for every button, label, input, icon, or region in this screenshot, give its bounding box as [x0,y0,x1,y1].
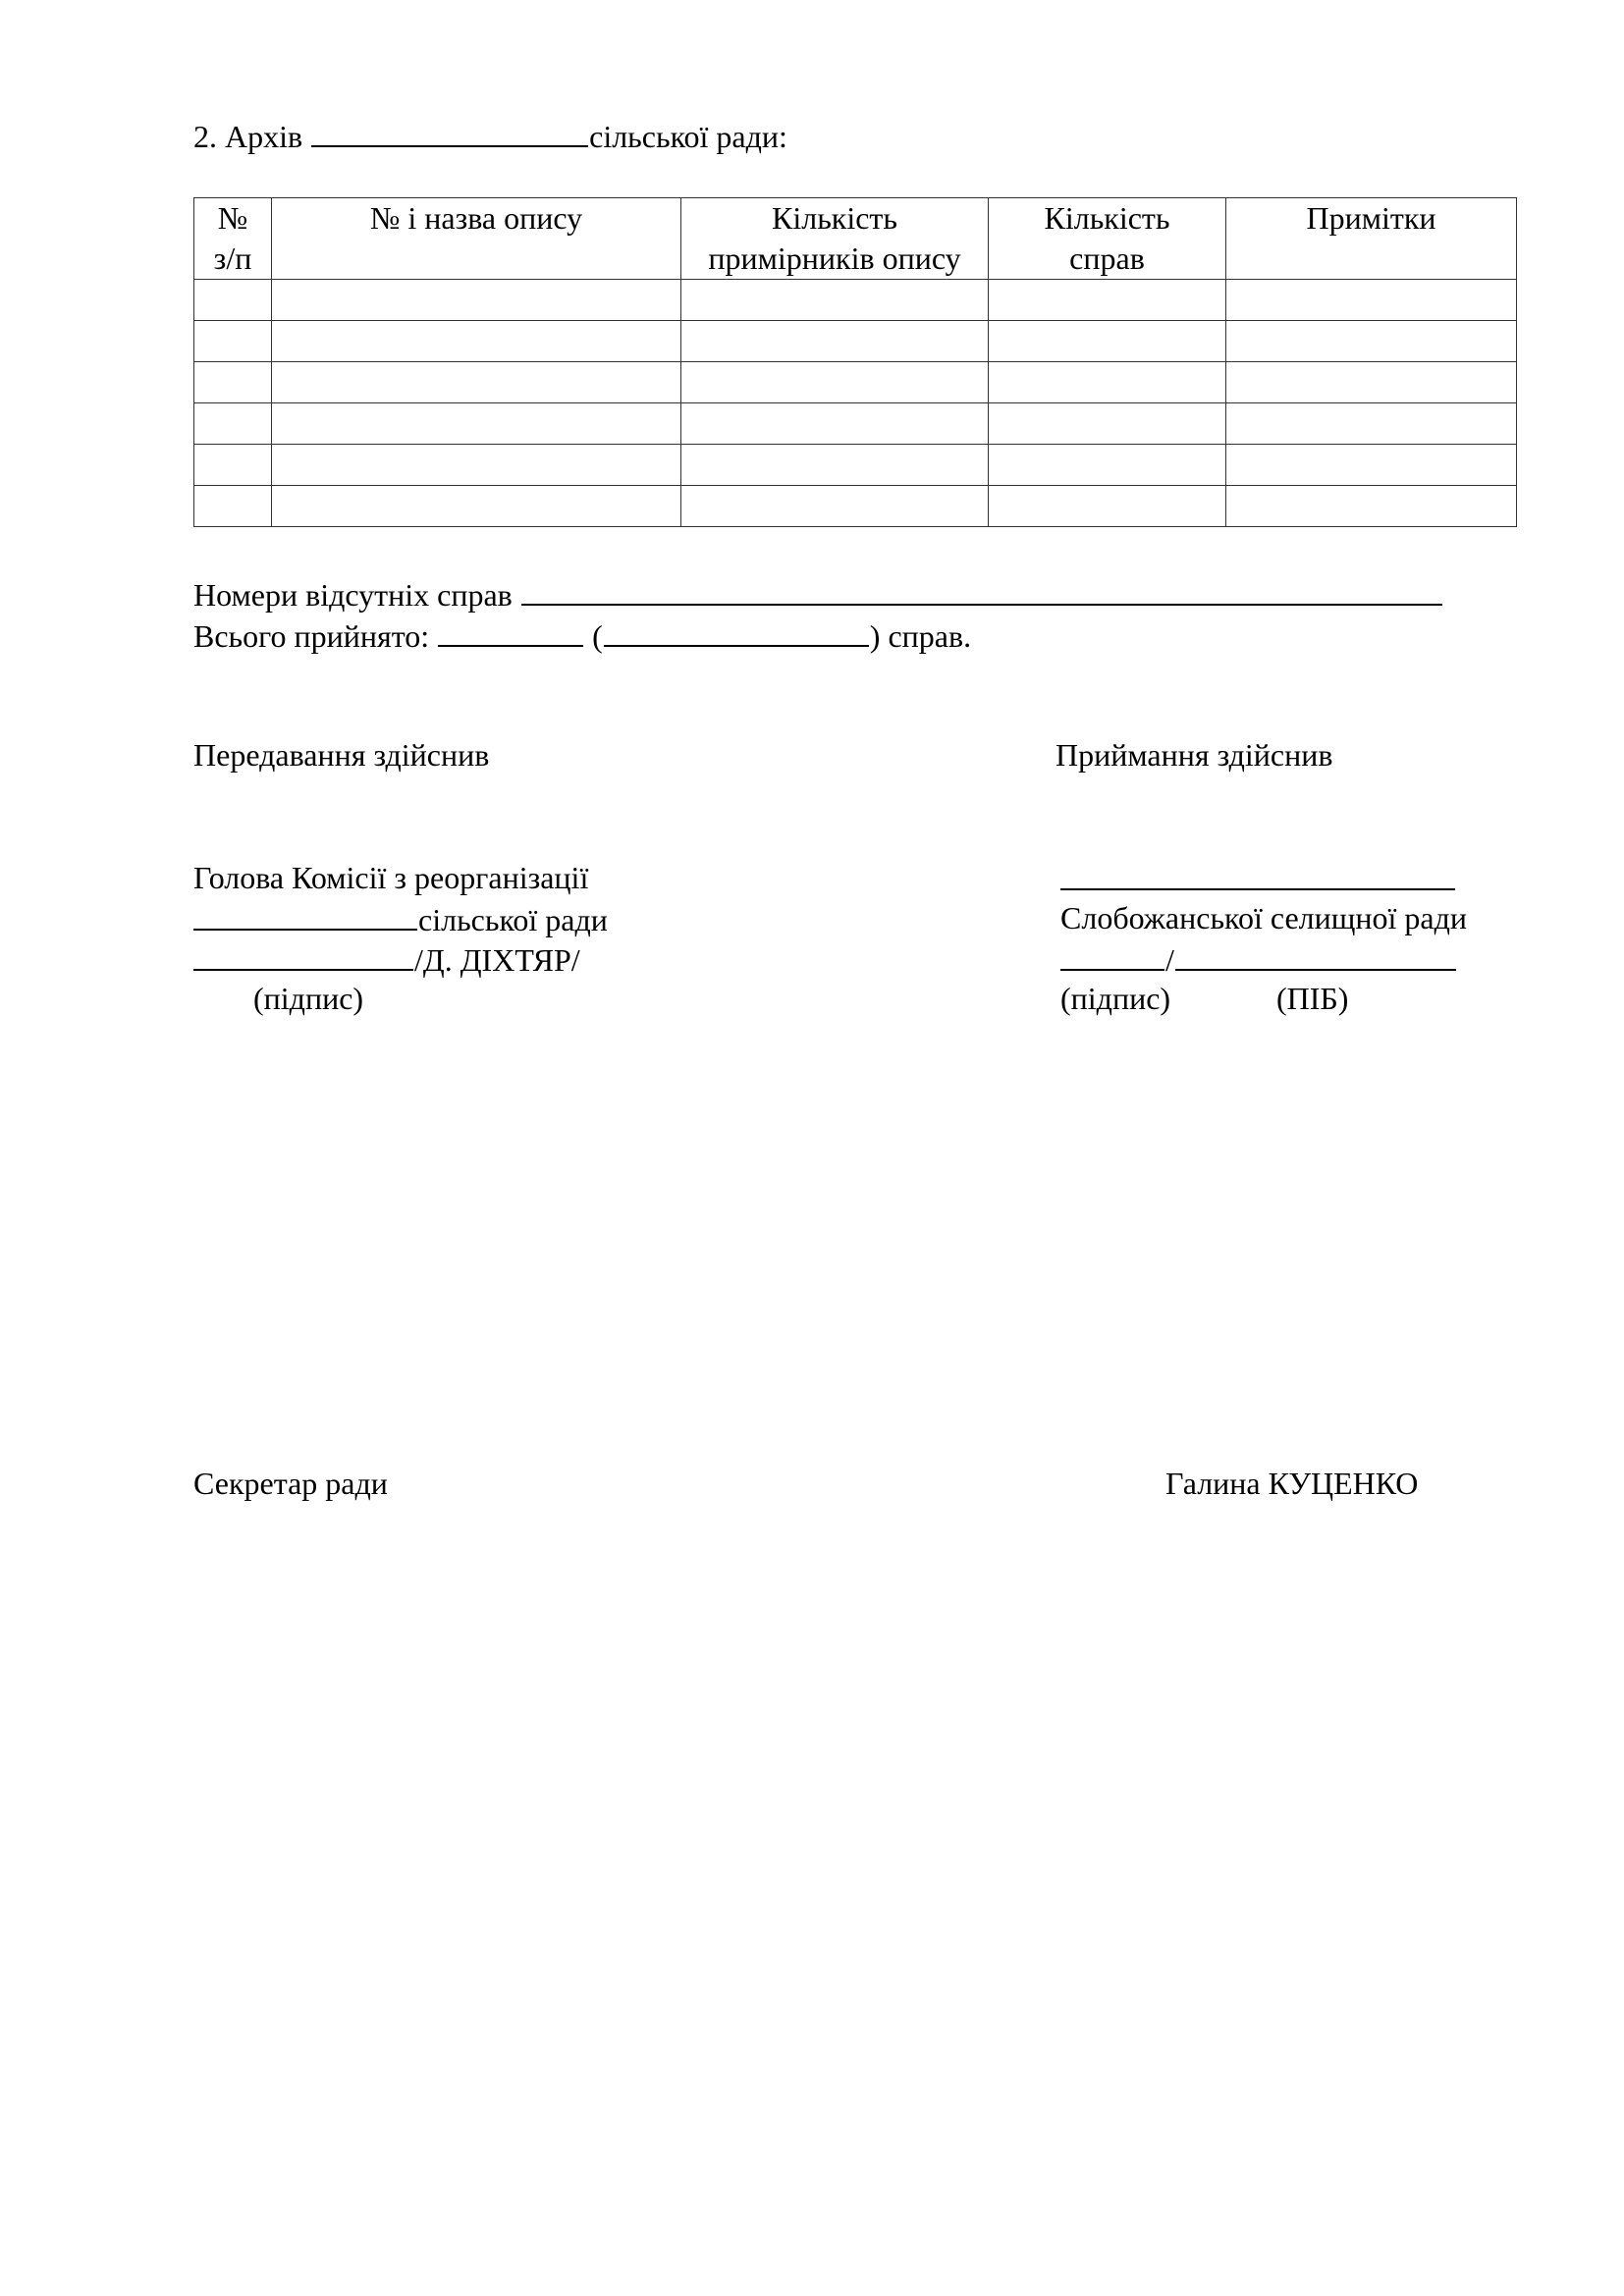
inventory-table [193,197,1517,527]
table-cell[interactable] [1226,362,1517,403]
table-cell[interactable] [1226,486,1517,527]
table-cell[interactable] [1226,445,1517,486]
table-row [194,403,1517,445]
table-cell[interactable] [1226,280,1517,321]
total-count-words-field[interactable] [604,615,869,647]
section-suffix: сільської ради: [589,119,787,154]
accept-signature-caption: (підпис) [1060,981,1171,1016]
table-cell[interactable] [681,280,989,321]
table-cell[interactable] [194,445,272,486]
transfer-chair-title: Голова Комісії з реорганізації [193,860,589,895]
transfer-signature-caption: (підпис) [253,981,364,1016]
column-header-files-count: Кількість справ [989,198,1226,280]
accept-council-name: Слобожанської селищної ради [1060,900,1467,935]
table-cell[interactable] [194,280,272,321]
table-row [194,486,1517,527]
table-cell[interactable] [194,403,272,445]
table-cell[interactable] [272,486,681,527]
total-accepted-label: Всього прийнято: [193,618,430,654]
total-suffix: ) справ. [869,618,972,654]
missing-files-line [193,574,1443,614]
table-cell[interactable] [194,362,272,403]
table-cell[interactable] [989,486,1226,527]
missing-files-field[interactable] [521,574,1442,606]
transfer-council-line [193,899,608,938]
table-cell[interactable] [272,403,681,445]
transfer-heading: Передавання здійснив [193,737,490,773]
column-header-notes: Примітки [1226,198,1517,280]
table-cell[interactable] [989,403,1226,445]
table-row [194,445,1517,486]
total-accepted-line [193,615,971,655]
table-cell[interactable] [681,362,989,403]
table-cell[interactable] [681,321,989,362]
total-open-paren: ( [592,618,603,654]
table-cell[interactable] [1226,403,1517,445]
accept-title-line [1060,859,1456,898]
table-row [194,280,1517,321]
accept-separator: / [1165,942,1174,978]
table-cell[interactable] [989,321,1226,362]
table-cell[interactable] [681,445,989,486]
missing-files-label: Номери відсутніх справ [193,577,513,613]
total-count-field[interactable] [438,615,583,647]
section-heading [193,116,787,155]
table-cell[interactable] [989,445,1226,486]
table-cell[interactable] [272,362,681,403]
column-header-inventory-name: № і назва опису [272,198,681,280]
column-header-copies: Кількість примірників опису [681,198,989,280]
council-name-field[interactable] [311,116,588,147]
table-cell[interactable] [1226,321,1517,362]
table-cell[interactable] [194,321,272,362]
accept-name-caption: (ПІБ) [1276,981,1349,1016]
table-row [194,321,1517,362]
table-header-row [194,198,1517,280]
table-cell[interactable] [989,362,1226,403]
accept-signature-line [1060,939,1457,979]
accept-title-field[interactable] [1060,859,1455,890]
transfer-signature-field[interactable] [193,939,413,971]
table-cell[interactable] [272,280,681,321]
transfer-council-field[interactable] [193,899,417,931]
transfer-signature-line [193,939,580,979]
secretary-name: Галина КУЦЕНКО [1165,1466,1419,1501]
transfer-signature-name: /Д. ДІХТЯР/ [414,942,580,978]
table-row [194,362,1517,403]
table-cell[interactable] [194,486,272,527]
table-cell[interactable] [989,280,1226,321]
secretary-title: Секретар ради [193,1466,388,1501]
transfer-council-suffix: сільської ради [418,902,608,937]
table-cell[interactable] [272,321,681,362]
column-header-number: № з/п [194,198,272,280]
section-prefix: 2. Архів [193,119,303,154]
accept-heading: Приймання здійснив [1056,737,1333,773]
table-cell[interactable] [681,403,989,445]
table-cell[interactable] [681,486,989,527]
accept-signature-field[interactable] [1060,939,1164,971]
accept-name-field[interactable] [1175,939,1456,971]
table-cell[interactable] [272,445,681,486]
